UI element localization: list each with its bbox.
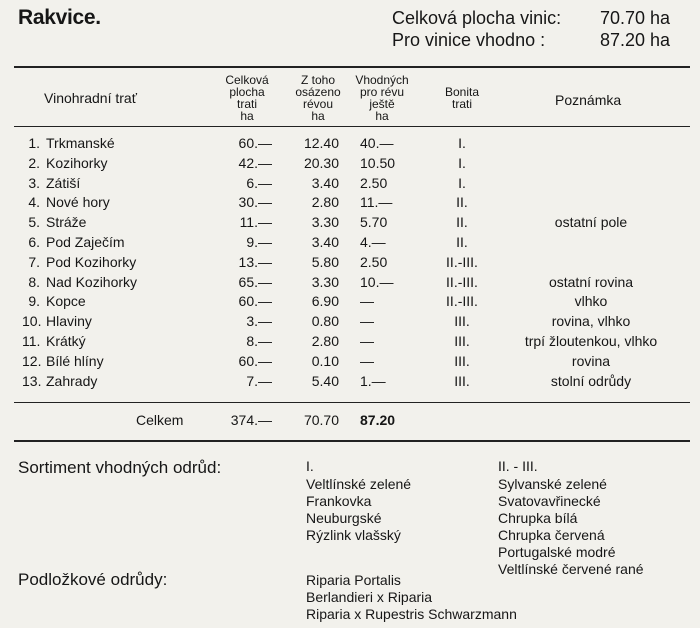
row-bonita: II. — [456, 234, 468, 250]
row-trat: Bílé hlíny — [46, 352, 104, 369]
row-number: 11. — [22, 333, 41, 349]
row-osazeno: 0.10 — [311, 352, 339, 369]
variety-item: Veltlínské červené rané — [498, 561, 644, 577]
row-celkova: 7.— — [246, 372, 272, 389]
row-number: 5. — [28, 214, 40, 231]
variety-item: Neuburgské — [306, 510, 382, 526]
row-osazeno: 3.30 — [311, 214, 339, 231]
total-rule — [14, 402, 690, 403]
variety-item: Chrupka bílá — [498, 510, 578, 526]
row-number: 8. — [28, 273, 40, 290]
row-bonita: III. — [454, 372, 470, 389]
row-celkova: 65.— — [238, 273, 272, 290]
variety-item: Chrupka červená — [498, 527, 605, 543]
row-poznamka: rovina — [571, 352, 611, 369]
row-osazeno: 3.40 — [311, 234, 339, 250]
row-vhodnych: — — [360, 352, 374, 369]
row-bonita: II.-III. — [446, 253, 478, 270]
row-osazeno: 6.90 — [311, 293, 339, 310]
summary-label-suitable: Pro vinice vhodno : — [392, 30, 546, 50]
row-poznamka: rovina, vlhko — [551, 313, 631, 330]
sortiment-col1-list — [306, 476, 411, 544]
row-vhodnych: 4.— — [360, 234, 386, 250]
page-title: Rakvice. — [18, 6, 101, 29]
row-poznamka: trpí žloutenkou, vlhko — [524, 333, 658, 349]
row-number: 2. — [28, 154, 40, 171]
rootstock-label: Podložkové odrůdy: — [18, 570, 168, 589]
row-celkova: 30.— — [238, 194, 272, 211]
header-bonita: Bonita trati — [444, 85, 480, 111]
row-number: 4. — [28, 194, 40, 211]
row-trat: Stráže — [46, 214, 87, 231]
row-bonita: II. — [456, 194, 468, 211]
row-celkova: 9.— — [246, 234, 272, 250]
variety-item: Portugalské modré — [498, 544, 616, 560]
row-osazeno: 2.80 — [311, 333, 339, 349]
variety-item: Veltlínské zelené — [306, 476, 412, 492]
sortiment-col2-head: II. - III. — [498, 458, 538, 474]
row-number: 7. — [28, 253, 40, 270]
row-vhodnych: — — [360, 313, 374, 330]
row-osazeno: 20.30 — [303, 154, 339, 171]
row-poznamka: ostatní pole — [554, 214, 628, 231]
rootstock-list — [306, 572, 517, 623]
row-trat: Kopce — [46, 293, 86, 310]
row-bonita: I. — [458, 174, 466, 191]
row-vhodnych: 1.— — [360, 372, 386, 389]
header-trat: Vinohradní trať — [44, 90, 137, 106]
header-celkova: Celková plocha trati ha — [225, 73, 269, 123]
row-vhodnych: — — [360, 333, 374, 349]
table-bottom-rule — [14, 440, 690, 442]
row-trat: Pod Zaječím — [46, 234, 125, 250]
rootstock-item: Riparia x Rupestris Schwarzmann — [306, 606, 517, 622]
summary-value-area: 70.70 ha — [600, 8, 671, 28]
row-celkova: 42.— — [238, 154, 272, 171]
row-number: 12. — [22, 352, 42, 369]
row-poznamka: ostatní rovina — [548, 273, 634, 290]
row-bonita: II.-III. — [446, 293, 478, 310]
row-celkova: 8.— — [246, 333, 272, 349]
row-trat: Pod Kozihorky — [46, 253, 137, 270]
row-osazeno: 0.80 — [311, 313, 339, 330]
row-vhodnych: — — [360, 293, 374, 310]
row-trat: Nové hory — [46, 194, 110, 211]
row-poznamka: stolní odrůdy — [550, 372, 632, 389]
total-celkova: 374.— — [230, 412, 272, 428]
row-number: 9. — [28, 293, 40, 310]
header-rule — [14, 126, 690, 127]
header-poznamka: Poznámka — [555, 92, 622, 108]
row-trat: Nad Kozihorky — [46, 273, 138, 290]
row-vhodnych: 10.50 — [360, 154, 396, 171]
summary-value-suitable: 87.20 ha — [600, 30, 671, 50]
row-vhodnych: 2.50 — [360, 253, 388, 270]
total-label: Celkem — [136, 412, 184, 428]
header-vhodnych: Vhodných pro révu ještě ha — [355, 73, 409, 123]
row-poznamka: vlhko — [574, 293, 608, 310]
total-vhodnych: 87.20 — [360, 412, 396, 428]
row-trat: Kozihorky — [46, 154, 108, 171]
row-osazeno: 5.80 — [311, 253, 339, 270]
row-number: 6. — [28, 234, 40, 250]
row-trat: Trkmanské — [46, 135, 115, 151]
row-trat: Krátký — [46, 333, 86, 349]
row-osazeno: 5.40 — [311, 372, 339, 389]
row-vhodnych: 5.70 — [360, 214, 388, 231]
row-number: 10. — [22, 313, 42, 330]
total-osazeno: 70.70 — [303, 412, 339, 428]
rootstock-item: Berlandieri x Riparia — [306, 589, 433, 605]
rootstock-item: Riparia Portalis — [306, 572, 401, 588]
row-bonita: III. — [454, 333, 470, 349]
sortiment-col2-list — [498, 476, 644, 578]
variety-item: Rýzlink vlašský — [306, 527, 401, 543]
row-osazeno: 12.40 — [303, 135, 339, 151]
variety-item: Svatovavřinecké — [498, 493, 601, 509]
row-bonita: III. — [454, 352, 470, 369]
row-bonita: II. — [456, 214, 468, 231]
row-trat: Hlaviny — [46, 313, 92, 330]
row-bonita: II.-III. — [446, 273, 478, 290]
row-celkova: 60.— — [238, 352, 272, 369]
row-trat: Zátiší — [46, 174, 81, 191]
header-osazeno: Z toho osázeno révou ha — [295, 73, 341, 123]
row-number: 1. — [28, 135, 40, 151]
row-bonita: I. — [458, 135, 466, 151]
row-celkova: 6.— — [246, 174, 272, 191]
row-vhodnych: 11.— — [360, 194, 393, 211]
sortiment-col1-head: I. — [306, 458, 314, 474]
row-celkova: 60.— — [238, 293, 272, 310]
row-celkova: 60.— — [238, 135, 272, 151]
summary-label-area: Celková plocha vinic: — [392, 8, 562, 28]
row-vhodnych: 40.— — [360, 135, 394, 151]
row-bonita: I. — [458, 154, 466, 171]
sortiment-label: Sortiment vhodných odrůd: — [18, 458, 222, 477]
row-osazeno: 2.80 — [311, 194, 339, 211]
variety-item: Frankovka — [306, 493, 372, 509]
row-vhodnych: 10.— — [360, 273, 394, 290]
variety-item: Sylvanské zelené — [498, 476, 607, 492]
row-celkova: 13.— — [238, 253, 272, 270]
row-osazeno: 3.30 — [311, 273, 339, 290]
row-number: 13. — [22, 372, 42, 389]
row-celkova: 3.— — [246, 313, 272, 330]
row-osazeno: 3.40 — [311, 174, 339, 191]
row-celkova: 11.— — [239, 214, 272, 231]
row-bonita: III. — [454, 313, 470, 330]
row-trat: Zahrady — [46, 372, 98, 389]
row-vhodnych: 2.50 — [360, 174, 388, 191]
table-top-rule — [14, 66, 690, 68]
row-number: 3. — [28, 174, 40, 191]
